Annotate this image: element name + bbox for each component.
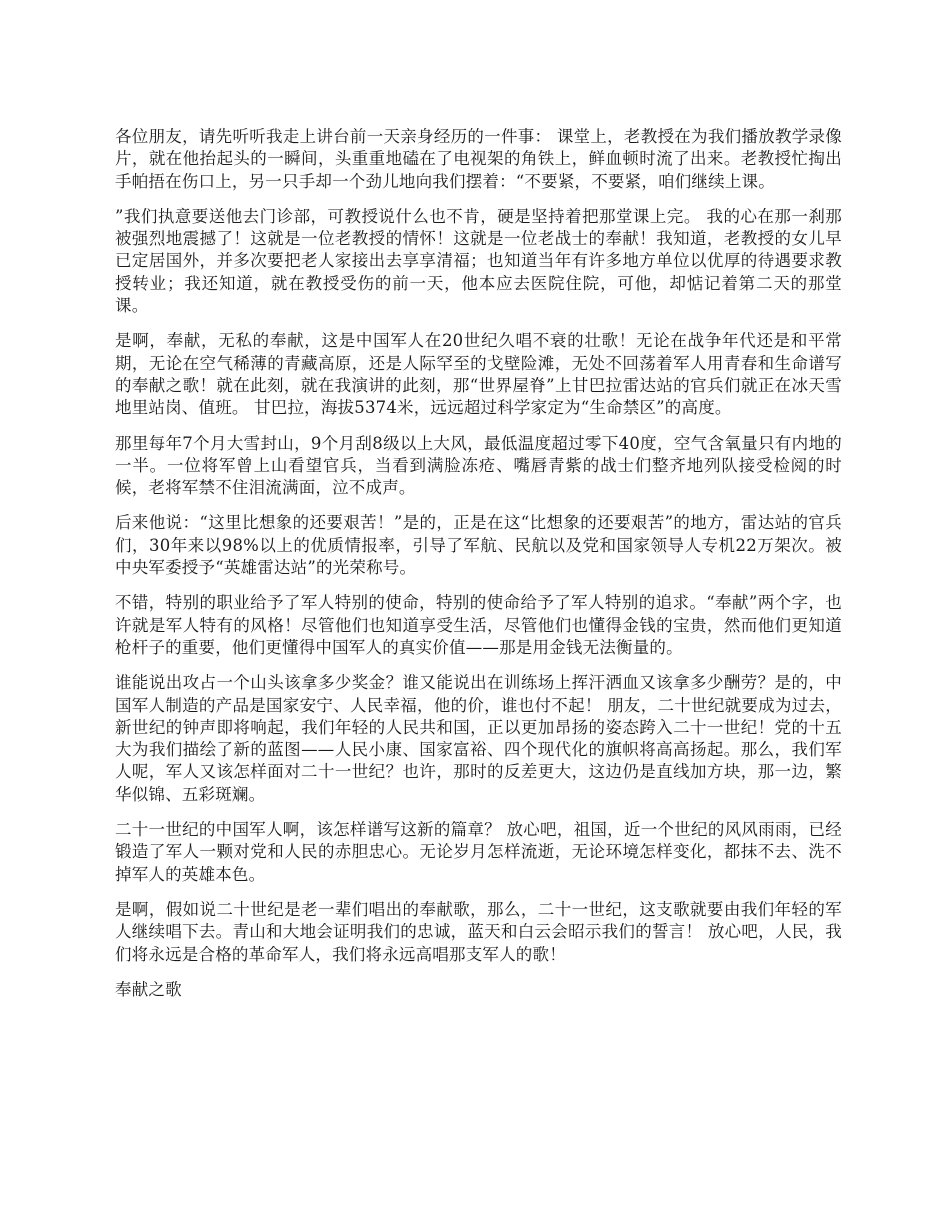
document-body — [115, 126, 842, 1001]
paragraph-1: 各位朋友，请先听听我走上讲台前一天亲身经历的一件事： 课堂上，老教授在为我们播放教学录像片，就在他抬起头的一瞬间，头重重地磕在了电视架的角铁上，鲜血顿时流了出来。老教授忙掏出手帕捂在伤口上，另一只手却一个劲儿地向我们摆着：“不要紧，不要紧，咱们继续上课。 — [115, 127, 842, 191]
paragraph-9: 是啊，假如说二十世纪是老一辈们唱出的奉献歌，那么，二十一世纪，这支歌就要由我们年轻的军人继续唱下去。青山和大地会证明我们的忠诚，蓝天和白云会昭示我们的誓言！ 放心吧，人民，我们将永远是合格的革命军人，我们将永远高唱那支军人的歌！ — [115, 899, 842, 964]
paragraph-8: 二十一世纪的中国军人啊，该怎样谱写这新的篇章？ 放心吧，祖国，近一个世纪的风风雨雨，已经锻造了军人一颗对党和人民的赤胆忠心。无论岁月怎样流逝，无论环境怎样变化，都抹不去、洗不掉军人的英雄本色。 — [115, 820, 842, 884]
paragraph-5: 后来他说：“这里比想象的还要艰苦！”是的，正是在这“比想象的还要艰苦”的地方，雷达站的官兵们，30年来以98%以上的优质情报率，引导了军航、民航以及党和国家领导人专机22万架次。被中央军委授予“英雄雷达站”的光荣称号。 — [115, 513, 842, 578]
paragraph-4: 那里每年7个月大雪封山，9个月刮8级以上大风，最低温度超过零下40度，空气含氧量只有内地的一半。一位将军曾上山看望官兵，当看到满脸冻疮、嘴唇青紫的战士们整齐地列队接受检阅的时候，老将军禁不住泪流满面，泣不成声。 — [115, 433, 842, 498]
paragraph-3: 是啊，奉献，无私的奉献，这是中国军人在20世纪久唱不衰的壮歌！无论在战争年代还是和平常期，无论在空气稀薄的青藏高原，还是人际罕至的戈壁险滩，无处不回荡着军人用青春和生命谱写的奉献之歌！就在此刻，就在我演讲的此刻，那“世界屋脊”上甘巴拉雷达站的官兵们就正在冰天雪地里站岗、值班。 甘巴拉，海拔5374米，远远超过科学家定为“生命禁区”的高度。 — [115, 331, 842, 418]
closing-title: 奉献之歌 — [115, 979, 182, 999]
paragraph-7: 谁能说出攻占一个山头该拿多少奖金？谁又能说出在训练场上挥汗洒血又该拿多少酬劳？是的，中国军人制造的产品是国家安宁、人民幸福，他的价，谁也付不起！ 朋友，二十世纪就要成为过去，新世纪的钟声即将响起，我们年轻的人民共和国，正以更加昂扬的姿态跨入二十一世纪！党的十五大为我们描绘了新的蓝图——人民小康、国家富裕、四个现代化的旗帜将高高扬起。那么，我们军人呢，军人又该怎样面对二十一世纪？也许，那时的反差更大，这边仍是直线加方块，那一边，繁华似锦、五彩斑斓。 — [115, 673, 842, 804]
paragraph-2: ”我们执意要送他去门诊部，可教授说什么也不肯，硬是坚持着把那堂课上完。 我的心在那一刹那被强烈地震撼了！这就是一位老教授的情怀！这就是一位老战士的奉献！我知道，老教授的女儿早已定居国外，并多次要把老人家接出去享享清福；也知道当年有许多地方单位以优厚的待遇要求教授转业；我还知道，就在教授受伤的前一天，他本应去医院住院，可他，却惦记着第二天的那堂课。 — [115, 206, 842, 316]
paragraph-6: 不错，特别的职业给予了军人特别的使命，特别的使命给予了军人特别的追求。“奉献”两个字，也许就是军人特有的风格！尽管他们也知道享受生活，尽管他们也懂得金钱的宝贵，然而他们更知道枪杆子的重要，他们更懂得中国军人的真实价值——那是用金钱无法衡量的。 — [115, 593, 842, 657]
